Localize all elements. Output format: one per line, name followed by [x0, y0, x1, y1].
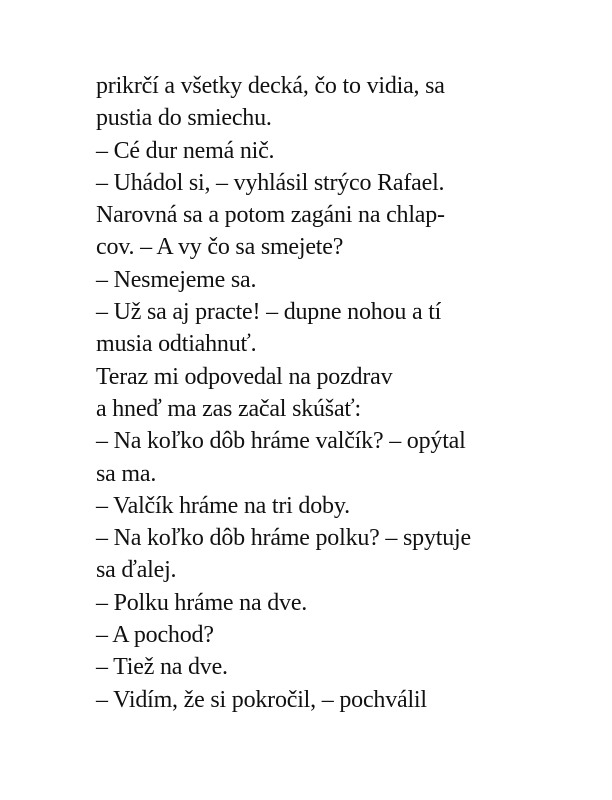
text-line: – Uhádol si, – vyhlásil strýco Rafael. — [96, 169, 445, 196]
text-line: – A pochod? — [96, 622, 214, 649]
text-line: prikrčí a všetky decká, čo to vidia, sa — [96, 73, 445, 99]
text-line: – Na koľko dôb hráme polku? – spytuje — [96, 525, 471, 552]
body-text — [96, 70, 566, 716]
text-line: – Vidím, že si pokročil, – pochválil — [96, 686, 427, 713]
text-line: sa ma. — [96, 460, 157, 487]
text-line: Narovná sa a potom zagáni na chlap- — [96, 202, 445, 229]
text-line: – Polku hráme na dve. — [96, 589, 308, 616]
text-line: – Na koľko dôb hráme valčík? – opýtal — [96, 428, 466, 455]
text-line: a hneď ma zas začal skúšať: — [96, 395, 361, 422]
text-line: – Tiež na dve. — [96, 654, 228, 681]
text-line: – Už sa aj practe! – dupne nohou a tí — [96, 299, 442, 326]
text-line: cov. – A vy čo sa smejete? — [96, 234, 344, 261]
text-line: Teraz mi odpovedal na pozdrav — [96, 363, 393, 390]
text-line: musia odtiahnuť. — [96, 331, 257, 358]
text-line: – Cé dur nemá nič. — [96, 137, 275, 164]
text-line: sa ďalej. — [96, 557, 177, 584]
text-line: pustia do smiechu. — [96, 105, 272, 132]
text-line: – Nesmejeme sa. — [96, 266, 257, 293]
text-line: – Valčík hráme na tri doby. — [96, 492, 350, 519]
